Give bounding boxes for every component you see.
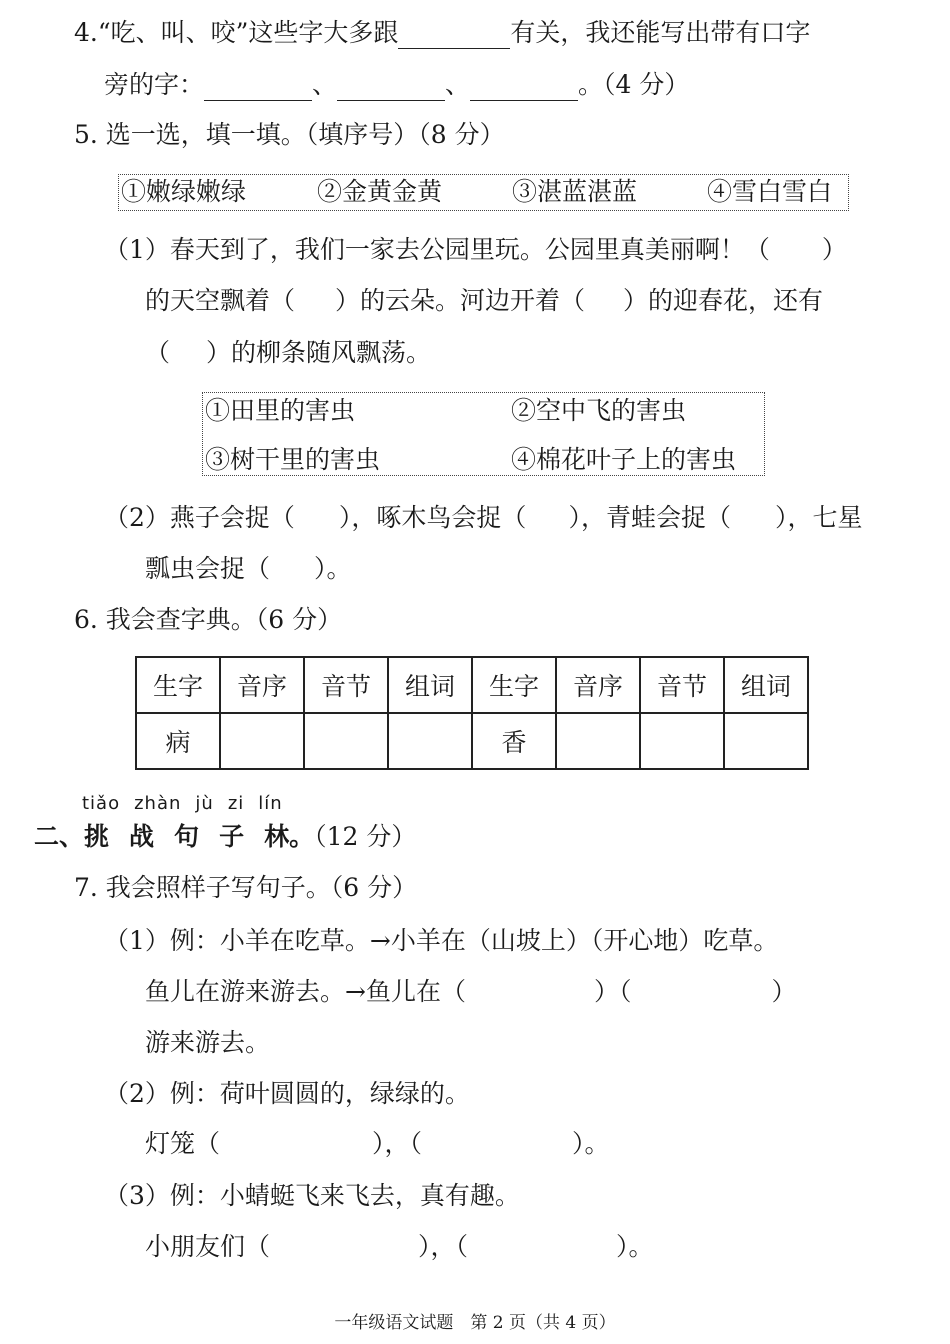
q5-option-4: ④雪白雪白 [707,177,833,206]
section2-period: 。 [289,822,315,851]
table-header-row [136,657,808,713]
pinyin-5: lín [258,793,283,814]
q5-option2-1: ①田里的害虫 [205,396,356,425]
page-footer: 一年级语文试题 第 2 页（共 4 页） [334,1313,616,1333]
section2-score: （12 分） [314,822,417,851]
section2-pinyin [82,793,297,814]
q7-p1-text-c: ） [771,977,797,1006]
q7-p3-text-a: 小朋友们（ [145,1232,271,1261]
q4-line1 [74,17,810,49]
q5-p2-text-d: ），七星 [774,503,863,532]
q5-p1-text-g: ）的柳条随风飘荡。 [206,338,432,367]
q5-p2-text-c: ），青蛙会捉（ [568,503,731,532]
q5-p2-text-b: ），啄木鸟会捉（ [338,503,527,532]
table-cell-input[interactable] [304,713,388,769]
table-cell-input[interactable] [556,713,640,769]
q7-title: 7. 我会照样子写句子。（6 分） [74,873,418,902]
table-row [136,713,808,769]
table-cell-input[interactable] [640,713,724,769]
table-header-cell: 音节 [304,657,388,713]
pinyin-2: zhàn [134,793,182,814]
q5-p2-line2 [145,553,352,585]
q4-text-b: 有关，我还能写出带有口字 [510,18,811,47]
q5-p2-text-f: ）。 [314,554,352,583]
section2-char: 战 [129,822,155,851]
section2-number: 二、 [34,822,85,851]
q5-option-3: ③湛蓝湛蓝 [512,177,638,206]
q5-p1-text-b: ） [821,235,847,264]
q4-sep-1: 、 [312,70,338,99]
q5-option2-3: ③树干里的害虫 [205,445,381,474]
q4-sep-2: 、 [445,70,471,99]
q4-text-a: 4.“吃、叫、咬”这些字大多跟 [74,18,399,47]
q4-blank-2[interactable] [204,74,312,101]
pinyin-1: tiǎo [82,793,121,814]
q6-title: 6. 我会查字典。（6 分） [74,605,343,634]
q5-p1-line2 [145,285,823,317]
q5-p1-text-f: （ [145,338,171,367]
q4-blank-1[interactable] [398,22,510,49]
q7-p1-example: （1）例：小羊在吃草。→小羊在（山坡上）（开心地）吃草。 [104,926,779,955]
section2-char: 句 [174,822,200,851]
q5-p2-line1 [104,502,862,534]
q5-p1-text-c: 的天空飘着（ [145,286,296,315]
table-header-cell: 音节 [640,657,724,713]
table-header-cell: 音序 [220,657,304,713]
q4-blank-3[interactable] [337,74,445,101]
q7-p2-line [145,1128,610,1160]
table-header-cell: 音序 [556,657,640,713]
q5-title: 5. 选一选，填一填。（填序号）（8 分） [74,120,505,149]
q7-p3-example: （3）例：小蜻蜓飞来飞去，真有趣。 [104,1181,520,1210]
table-cell-input[interactable] [388,713,472,769]
q7-p3-text-c: ）。 [616,1232,654,1261]
table-header-cell: 生字 [136,657,220,713]
q7-p1-line [145,976,796,1008]
table-cell-input[interactable] [724,713,808,769]
q7-p3-line [145,1231,654,1263]
q4-blank-4[interactable] [470,74,578,101]
q7-p3-text-b: ），（ [418,1232,469,1261]
q5-p2-text-e: 瓢虫会捉（ [145,554,271,583]
q5-p1-text-e: ）的迎春花，还有 [623,286,824,315]
table-header-cell: 生字 [472,657,556,713]
table-cell-char: 病 [136,713,220,769]
table-cell-char: 香 [472,713,556,769]
q7-p2-example: （2）例：荷叶圆圆的，绿绿的。 [104,1079,470,1108]
q4-line2 [104,69,689,101]
q7-p1-text-a: 鱼儿在游来游去。→鱼儿在（ [145,977,466,1006]
q5-option-1: ①嫩绿嫩绿 [121,177,247,206]
table-header-cell: 组词 [724,657,808,713]
table-header-cell: 组词 [388,657,472,713]
q5-option-2: ②金黄金黄 [317,177,443,206]
pinyin-4: zi [227,793,245,814]
q7-p2-text-a: 灯笼（ [145,1129,221,1158]
q7-p1-line2: 游来游去。 [145,1028,271,1057]
pinyin-3: jù [195,793,214,814]
section2-heading [34,820,416,854]
dictionary-table [135,656,809,770]
q5-p1-text-a: （1）春天到了，我们一家去公园里玩。公园里真美丽啊！（ [104,235,770,264]
table-cell-input[interactable] [220,713,304,769]
q5-option2-4: ④棉花叶子上的害虫 [511,445,737,474]
q7-p2-text-c: ）。 [572,1129,610,1158]
section2-char: 子 [219,822,245,851]
q5-p1-line3 [145,337,431,369]
section2-char: 林 [264,822,290,851]
q7-p1-text-b: ）（ [593,977,632,1006]
section2-char: 挑 [84,822,110,851]
q5-option2-2: ②空中飞的害虫 [511,396,687,425]
q5-p1-line1 [104,234,847,266]
q5-p1-text-d: ）的云朵。河边开着（ [335,286,586,315]
q5-p2-text-a: （2）燕子会捉（ [104,503,295,532]
q7-p2-text-b: ），（ [372,1129,423,1158]
q4-end: 。（4 分） [578,70,690,99]
q4-text-c: 旁的字： [104,70,205,99]
